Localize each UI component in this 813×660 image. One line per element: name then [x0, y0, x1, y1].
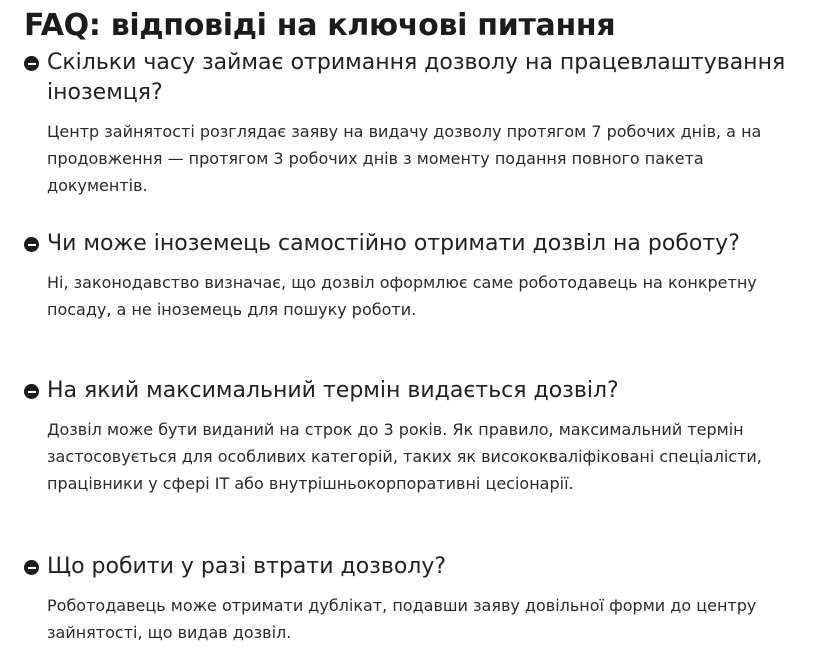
faq-question-toggle[interactable]	[24, 376, 804, 406]
page-title: FAQ: відповіді на ключові питання	[24, 8, 616, 43]
faq-question-toggle[interactable]	[24, 229, 804, 259]
minus-circle-icon[interactable]	[24, 56, 39, 71]
faq-item	[24, 552, 804, 646]
faq-question-text: На який максимальний термін видається дозвіл?	[47, 378, 619, 403]
faq-item	[24, 229, 804, 323]
faq-question-text: Що робити у разі втрати дозволу?	[47, 554, 447, 579]
faq-question-toggle[interactable]	[24, 48, 804, 108]
minus-circle-icon[interactable]	[24, 384, 39, 399]
faq-answer: Ні, законодавство визначає, що дозвіл оформлює саме роботодавець на конкретну посаду, а не іноземець для пошуку роботи.	[47, 273, 757, 319]
faq-answer: Центр зайнятості розглядає заяву на видачу дозволу протягом 7 робочих днів, а на продовження — протягом 3 робочих днів з моменту подання повного пакета документів.	[47, 122, 762, 195]
faq-item	[24, 48, 804, 199]
faq-question-text: Скільки часу займає отримання дозволу на працевлаштування іноземця?	[47, 50, 786, 105]
minus-circle-icon[interactable]	[24, 237, 39, 252]
faq-answer: Дозвіл може бути виданий на строк до 3 років. Як правило, максимальний термін застосовується для особливих категорій, таких як висококваліфіковані спеціалісти, працівники у сфері IT або внутрішньокорпоративні цесіонарії.	[47, 420, 762, 493]
faq-question-text: Чи може іноземець самостійно отримати дозвіл на роботу?	[47, 231, 740, 256]
faq-question-toggle[interactable]	[24, 552, 804, 582]
faq-answer: Роботодавець може отримати дублікат, подавши заяву довільної форми до центру зайнятості, що видав дозвіл.	[47, 596, 757, 642]
faq-item	[24, 376, 804, 497]
minus-circle-icon[interactable]	[24, 560, 39, 575]
